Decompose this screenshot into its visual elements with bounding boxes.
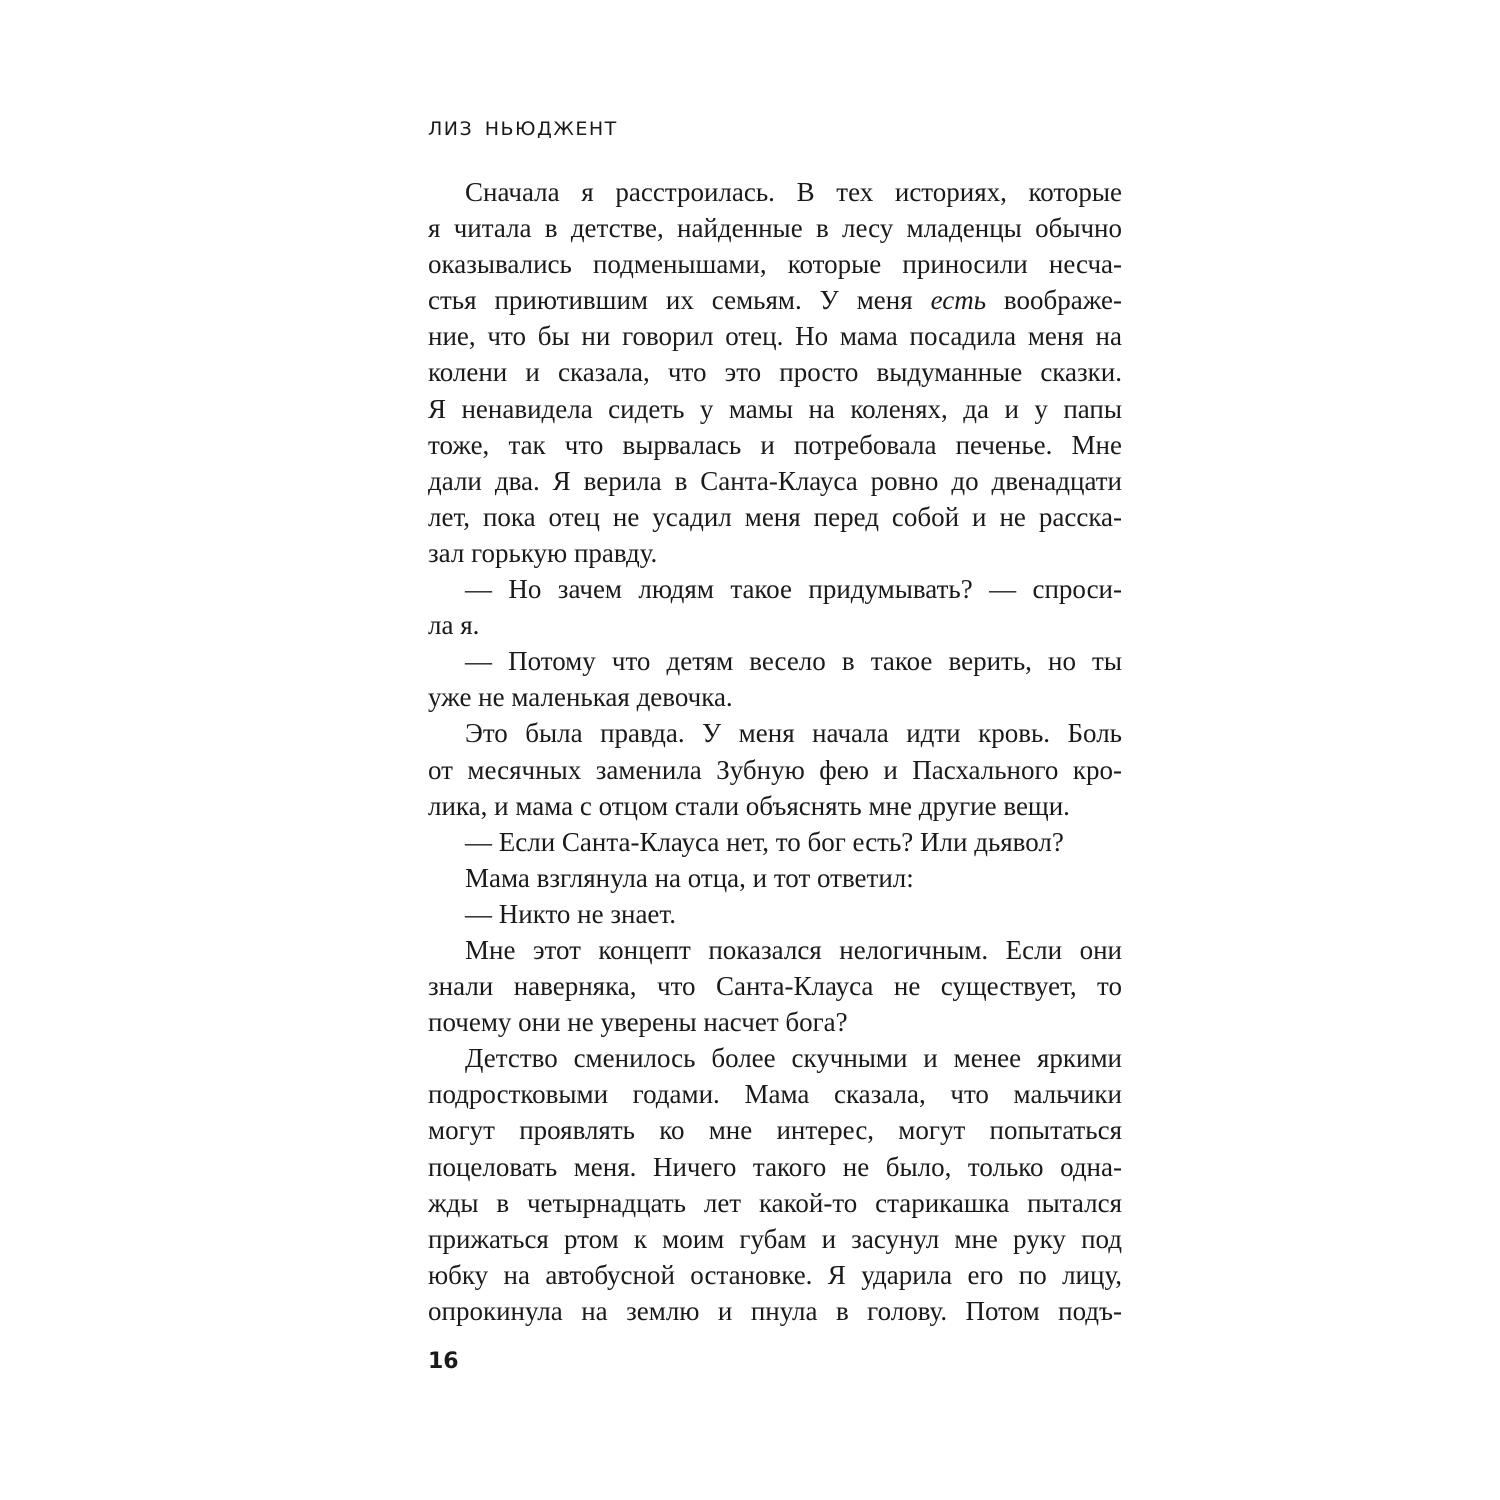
text-line — [428, 643, 1122, 679]
text-line-content: я читала в детстве, найденные в лесу младенцы обычно — [428, 213, 1122, 244]
text-line — [428, 1185, 1122, 1221]
text-line — [428, 1112, 1122, 1148]
text-line — [428, 391, 1122, 427]
text-line-content: опрокинула на землю и пнула в голову. Потом подъ- — [428, 1295, 1122, 1326]
text-line — [428, 571, 1122, 607]
text-line-content: могут проявлять ко мне интерес, могут попытаться — [428, 1115, 1122, 1146]
text-line-content: дали два. Я верила в Санта-Клауса ровно до двенадцати — [428, 465, 1122, 496]
text-line — [428, 896, 1122, 932]
text-line-content: Мама взглянула на отца, и тот ответил: — [465, 862, 914, 893]
text-line-content: колени и сказала, что это просто выдуманные сказки. — [428, 357, 1122, 388]
text-line — [428, 535, 1122, 571]
text-line-content: ние, что бы ни говорил отец. Но мама посадила меня на — [428, 321, 1122, 352]
text-line — [428, 715, 1122, 751]
text-line — [428, 1004, 1122, 1040]
text-line-content: оказывались подменышами, которые приносили несча- — [428, 249, 1122, 280]
text-line — [428, 1149, 1122, 1185]
text-line — [428, 282, 1122, 318]
text-line — [428, 1221, 1122, 1257]
text-line-content: уже не маленькая девочка. — [428, 682, 733, 713]
text-line-content: воображе- — [986, 285, 1122, 316]
text-line — [428, 463, 1122, 499]
text-line — [428, 318, 1122, 354]
text-line — [428, 1257, 1122, 1293]
text-line — [428, 968, 1122, 1004]
text-line-content: Детство сменилось более скучными и менее яркими — [465, 1043, 1122, 1074]
text-line-content: — Никто не знает. — [465, 898, 676, 929]
text-line-content: ла я. — [428, 610, 480, 641]
body-text — [428, 174, 1122, 1329]
text-line — [428, 427, 1122, 463]
text-line-content: — Если Санта-Клауса нет, то бог есть? Или дьявол? — [465, 826, 1064, 857]
running-head-author: ЛИЗ НЬЮДЖЕНТ — [428, 118, 618, 140]
text-line-content: лет, пока отец не усадил меня перед собой и не расска- — [428, 501, 1122, 532]
text-line-content: — Потому что детям весело в такое верить, но ты — [465, 646, 1122, 677]
text-line — [428, 860, 1122, 896]
text-line-content: Это была правда. У меня начала идти кровь. Боль — [465, 718, 1122, 749]
text-line-content: Мне этот концепт показался нелогичным. Если они — [465, 934, 1122, 965]
text-line — [428, 246, 1122, 282]
text-line — [428, 932, 1122, 968]
text-line — [428, 499, 1122, 535]
text-line — [428, 354, 1122, 390]
text-line — [428, 824, 1122, 860]
text-line — [428, 607, 1122, 643]
text-line-content: знали наверняка, что Санта-Клауса не существует, то — [428, 971, 1122, 1002]
text-line-content: тоже, так что вырвалась и потребовала печенье. Мне — [428, 429, 1122, 460]
text-line-content: Сначала я расстроилась. В тех историях, которые — [465, 177, 1122, 207]
text-line — [428, 1076, 1122, 1112]
page-number: 16 — [428, 1349, 459, 1374]
text-line — [428, 752, 1122, 788]
text-line — [428, 174, 1122, 210]
text-line — [428, 1293, 1122, 1329]
text-line — [428, 210, 1122, 246]
emphasized-word: есть — [930, 285, 986, 316]
text-line-content: стья приютившим их семьям. У меня — [428, 285, 931, 316]
text-line-content: лика, и мама с отцом стали объяснять мне другие вещи. — [428, 790, 1070, 821]
text-line-content: поцеловать меня. Ничего такого не было, только одна- — [428, 1151, 1122, 1182]
text-line-content: от месячных заменила Зубную фею и Пасхального кро- — [428, 754, 1122, 785]
text-line-content: Я ненавидела сидеть у мамы на коленях, да и у папы — [428, 393, 1122, 424]
text-line-content: жды в четырнадцать лет какой-то старикашка пытался — [428, 1187, 1122, 1218]
text-line — [428, 788, 1122, 824]
text-line-content: подростковыми годами. Мама сказала, что мальчики — [428, 1079, 1122, 1110]
text-line-content: прижаться ртом к моим губам и засунул мне руку под — [428, 1223, 1122, 1254]
text-line — [428, 1040, 1122, 1076]
text-line-content: почему они не уверены насчет бога? — [428, 1007, 848, 1038]
text-line-content: юбку на автобусной остановке. Я ударила его по лицу, — [428, 1259, 1122, 1290]
text-line — [428, 679, 1122, 715]
text-line-content: — Но зачем людям такое придумывать? — спроси- — [465, 574, 1122, 605]
text-line-content: зал горькую правду. — [428, 537, 658, 568]
